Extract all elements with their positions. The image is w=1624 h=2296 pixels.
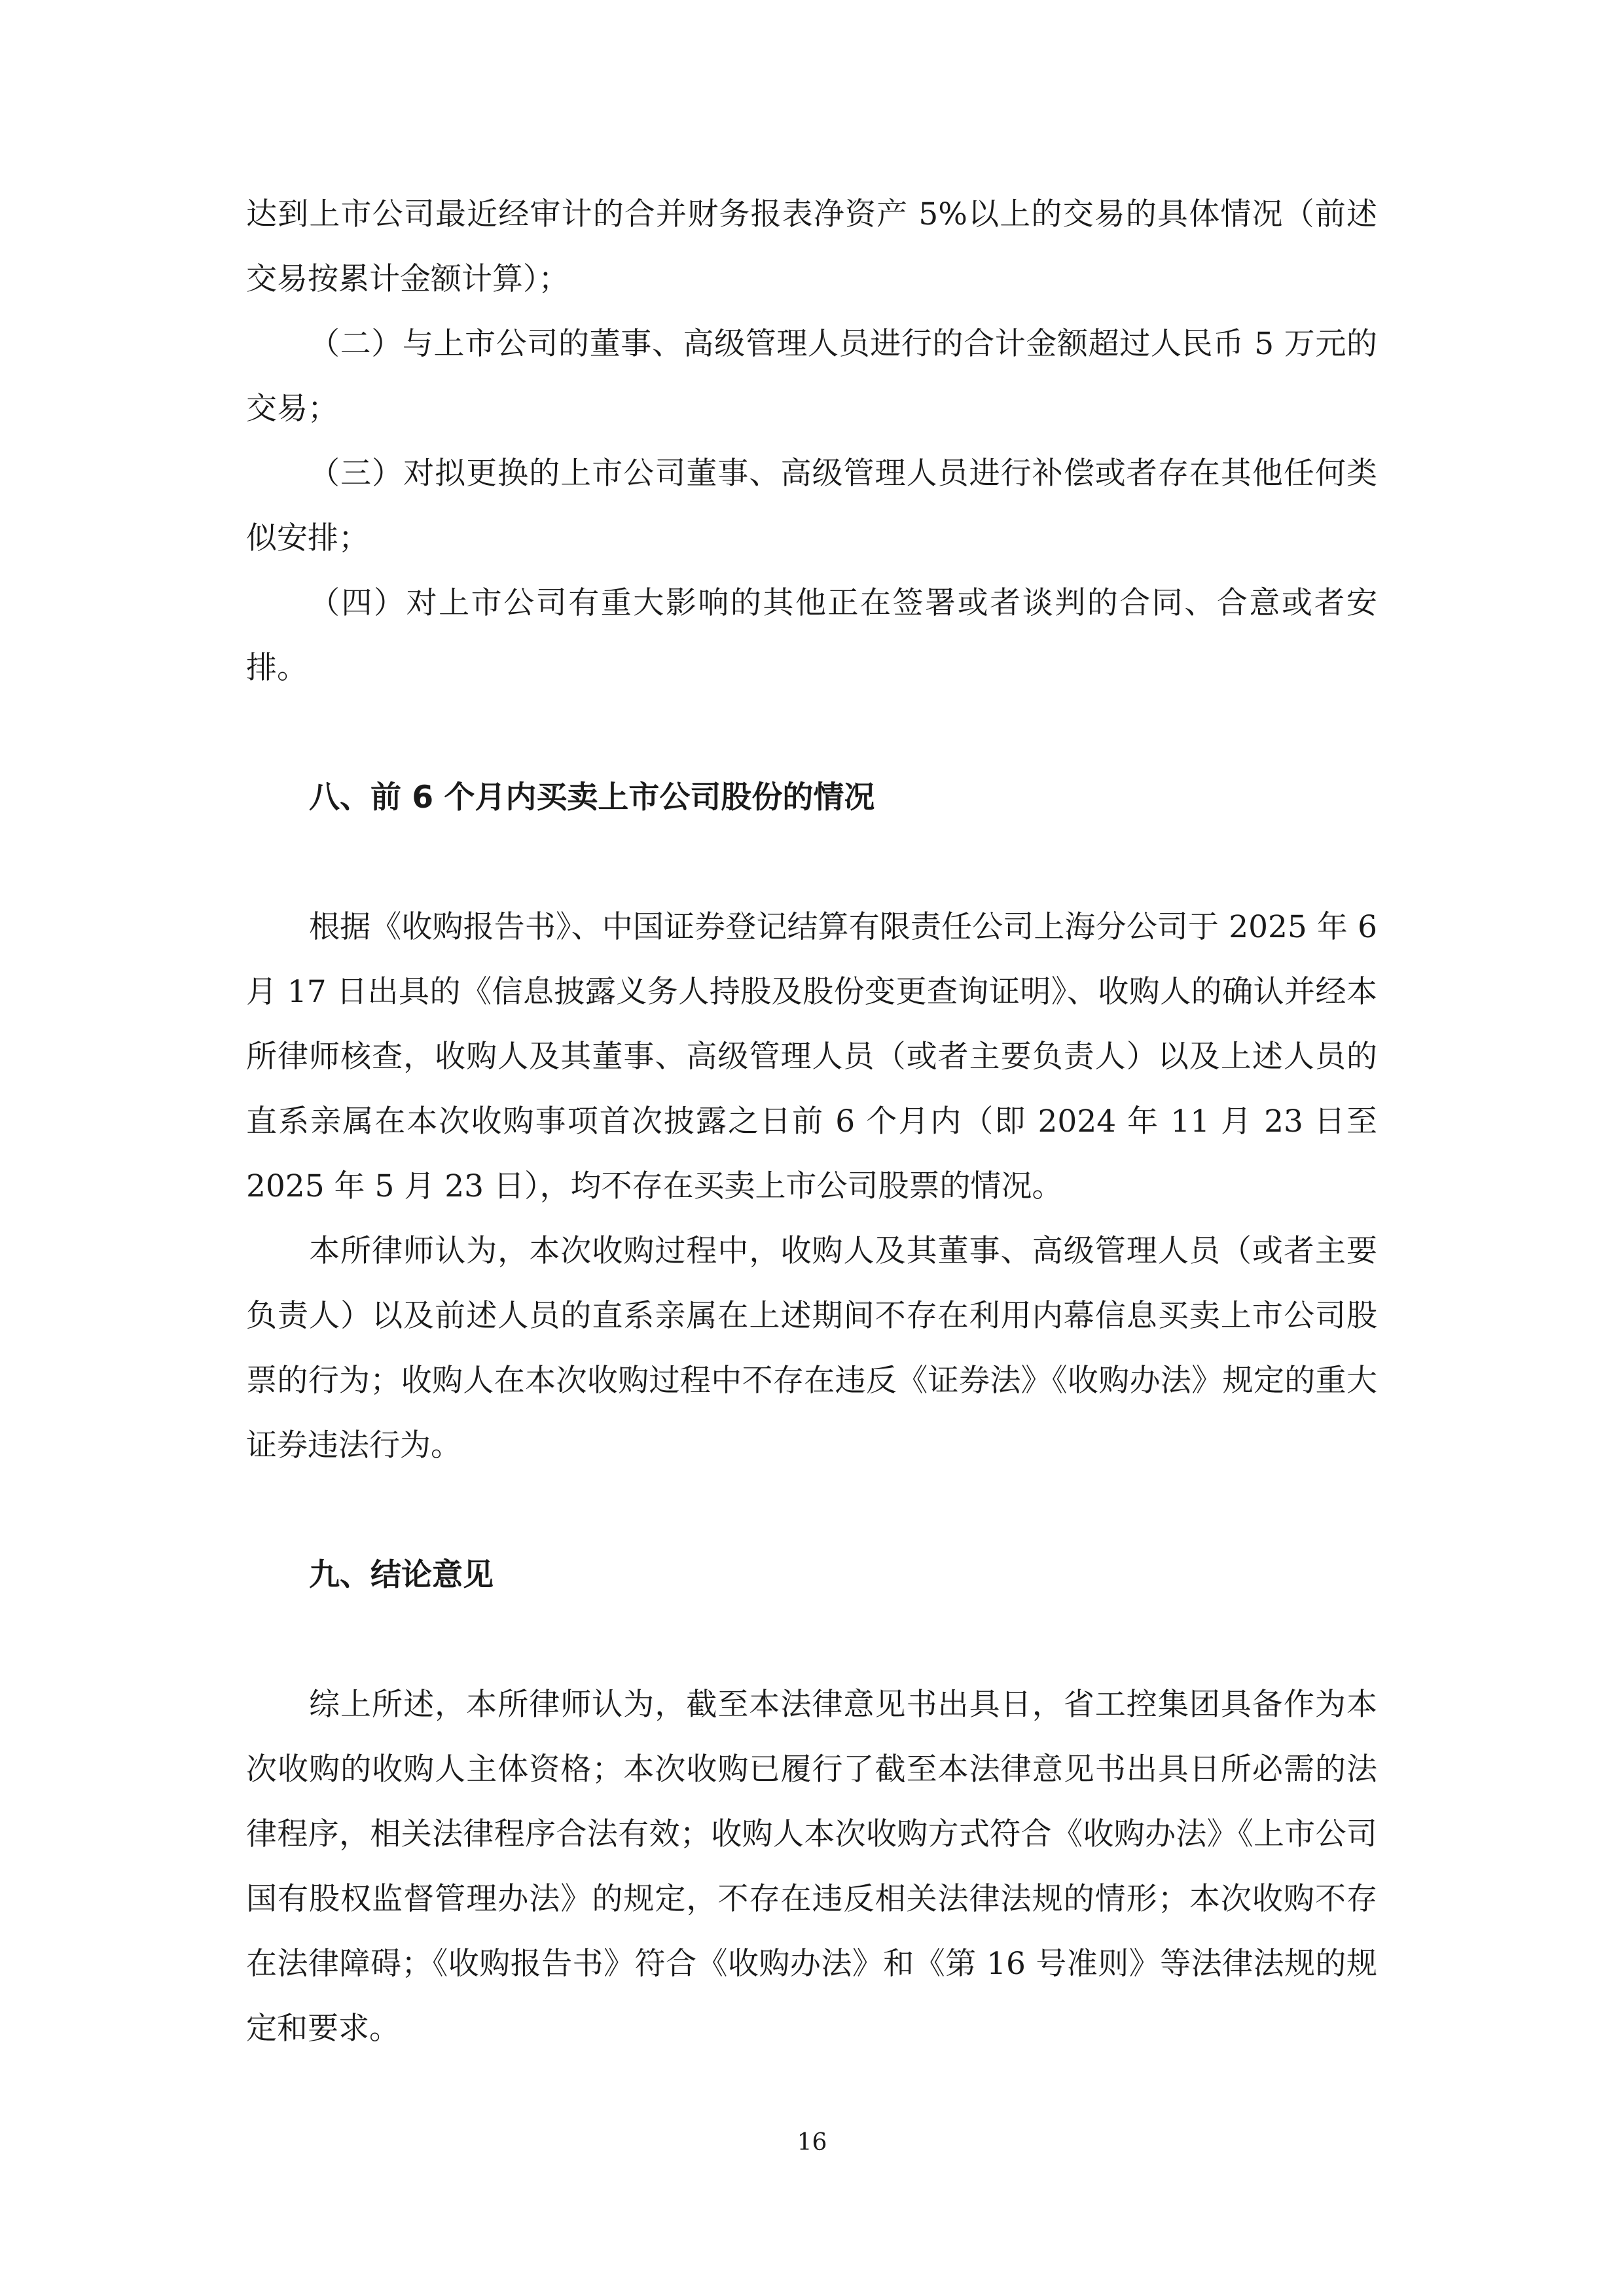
spacer [246,1607,1377,1672]
section-9-paragraph-1: 综上所述，本所律师认为，截至本法律意见书出具日，省工控集团具备作为本次收购的收购人主体资格；本次收购已履行了截至本法律意见书出具日所必需的法律程序，相关法律程序合法有效；收购人本次收购方式符合《收购办法》《上市公司国有股权监督管理办法》的规定，不存在违反相关法律法规的情形；本次收购不存在法律障碍；《收购报告书》符合《收购办法》和《第 16 号准则》等法律法规的规定和要求。 [246,1687,1377,2047]
list-item-3: （三）对拟更换的上市公司董事、高级管理人员进行补偿或者存在其他任何类似安排； [246,456,1377,556]
section-8-paragraph-1: 根据《收购报告书》、中国证券登记结算有限责任公司上海分公司于 2025 年 6 月 17 日出具的《信息披露义务人持股及股份变更查询证明》、收购人的确认并经本所律师核查，收购人及其董事、高级管理人员（或者主要负责人）以及上述人员的直系亲属在本次收购事项首次披露之日前 6 个月内（即 2024 年 11 月 23 日至 2025 年 5 月 23 日），均不存在买卖上市公司股票的情况。 [246,909,1377,1204]
section-9-heading: 九、结论意见 [309,1557,494,1593]
continued-paragraph: 达到上市公司最近经审计的合并财务报表净资产 5%以上的交易的具体情况（前述交易按累计金额计算）； [246,196,1377,297]
spacer [246,700,1377,765]
list-item-2: （二）与上市公司的董事、高级管理人员进行的合计金额超过人民币 5 万元的交易； [246,326,1377,427]
page-body [246,182,1377,2061]
section-8-paragraph-2: 本所律师认为，本次收购过程中，收购人及其董事、高级管理人员（或者主要负责人）以及前述人员的直系亲属在上述期间不存在利用内幕信息买卖上市公司股票的行为；收购人在本次收购过程中不存在违反《证券法》《收购办法》规定的重大证券违法行为。 [246,1233,1377,1463]
page-number: 16 [797,2129,827,2156]
section-8-heading: 八、前 6 个月内买卖上市公司股份的情况 [309,780,875,816]
spacer [246,830,1377,895]
spacer [246,1478,1377,1543]
list-item-4: （四）对上市公司有重大影响的其他正在签署或者谈判的合同、合意或者安排。 [246,585,1377,686]
